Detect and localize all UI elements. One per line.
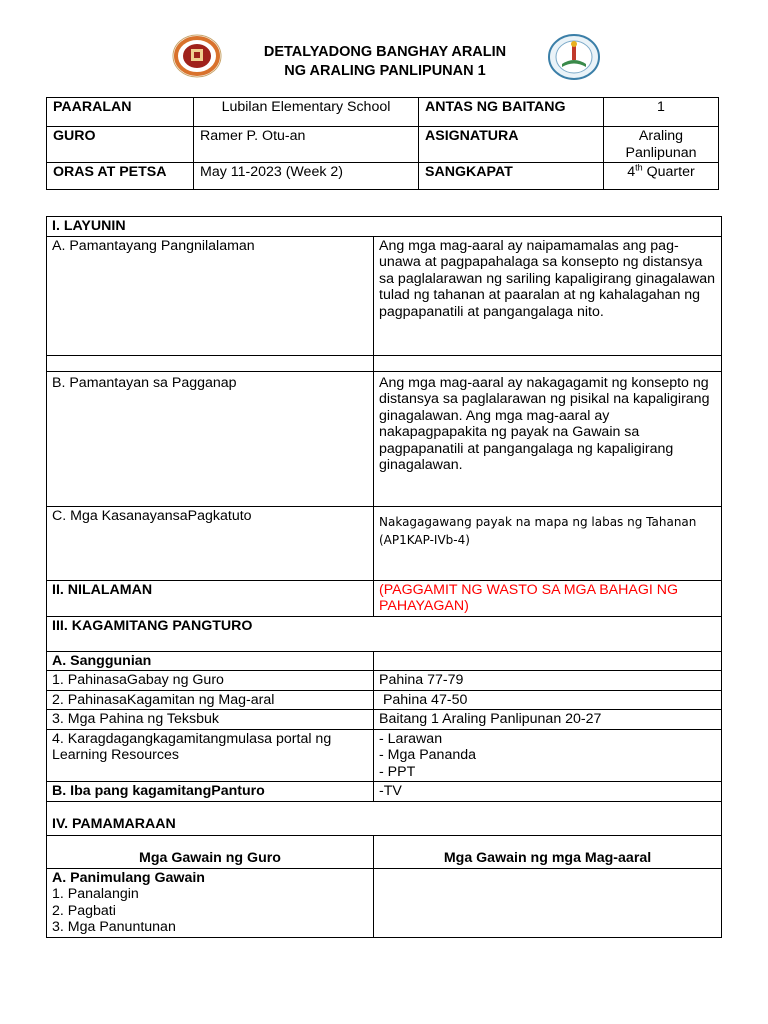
kasanayan-text	[374, 506, 722, 580]
sangkapat-rest: Quarter	[642, 164, 695, 180]
panimulang-gawain-cell	[47, 868, 374, 937]
step-item: 1. Panalangin	[52, 886, 139, 902]
sangkapat-value	[604, 163, 719, 190]
kagamitan-heading: III. KAGAMITANG PANGTURO	[47, 616, 722, 651]
sangkapat-suffix: th	[635, 162, 643, 173]
oras-label: ORAS AT PETSA	[47, 163, 194, 190]
layunin-heading: I. LAYUNIN	[47, 217, 722, 237]
nilalaman-heading: II. NILALAMAN	[47, 580, 374, 616]
school-seal-icon	[172, 34, 222, 78]
asignatura-value-line2: Panlipunan	[625, 144, 697, 161]
pamantayan-sa-pagganap-label: B. Pamantayan sa Pagganap	[47, 371, 374, 506]
blank-cell	[374, 651, 722, 671]
ref3-label: 3. Mga Pahina ng Teksbuk	[47, 710, 374, 730]
guro-label: GURO	[47, 127, 194, 163]
ref4-label: 4. Karagdagangkagamitangmulasa portal ng Learning Resources	[47, 729, 374, 782]
ref4-value	[374, 729, 722, 782]
lesson-plan-table	[46, 216, 722, 938]
document-header	[0, 0, 768, 92]
asignatura-label: ASIGNATURA	[419, 127, 604, 163]
iba-value: -TV	[374, 782, 722, 802]
iba-label: B. Iba pang kagamitangPanturo	[47, 782, 374, 802]
ref1-label: 1. PahinasaGabay ng Guro	[47, 671, 374, 691]
sangkapat-label: SANGKAPAT	[419, 163, 604, 190]
deped-seal-icon	[548, 34, 600, 80]
paaralan-label: PAARALAN	[47, 98, 194, 127]
blank-cell	[47, 355, 374, 371]
sanggunian-heading: A. Sanggunian	[47, 651, 374, 671]
guro-value: Ramer P. Otu-an	[194, 127, 419, 163]
asignatura-value-line1: Araling	[638, 128, 684, 144]
ref3-value: Baitang 1 Araling Panlipunan 20-27	[374, 710, 722, 730]
paaralan-value: Lubilan Elementary School	[194, 98, 419, 127]
kasanayan-text-line1: Nakagagawang payak na mapa ng labas ng Tahanan	[379, 514, 697, 529]
pamantayang-pangnilalaman-label: A. Pamantayang Pangnilalaman	[47, 236, 374, 355]
step-item: 3. Mga Panuntunan	[52, 919, 176, 935]
ref2-label: 2. PahinasaKagamitan ng Mag-aral	[47, 690, 374, 710]
nilalaman-value: (PAGGAMIT NG WASTO SA MGA BAHAGI NG PAHAYAGAN)	[374, 580, 722, 616]
pamamaraan-heading: IV. PAMAMARAAN	[47, 801, 722, 835]
blank-cell	[374, 868, 722, 937]
oras-value: May 11-2023 (Week 2)	[194, 163, 419, 190]
column-header-mag-aaral: Mga Gawain ng mga Mag-aaral	[374, 835, 722, 868]
column-header-guro: Mga Gawain ng Guro	[47, 835, 374, 868]
info-table	[46, 97, 719, 190]
step-item: 2. Pagbati	[52, 902, 116, 919]
document-title-line1: DETALYADONG BANGHAY ARALIN	[263, 44, 507, 60]
ref4-item: - PPT	[379, 763, 416, 780]
panimulang-gawain-heading: A. Panimulang Gawain	[52, 869, 205, 886]
pamantayan-sa-pagganap-text: Ang mga mag-aaral ay nakagagamit ng konsepto ng distansya sa paglalarawan ng pisikal na kapaligirang ginagalawan. Ang mga mag-aaral ay nakapagpapakita ng payak na Gawain sa pagpapanatili at pangangalaga ng kapaligirang ginagalawan.	[374, 371, 722, 506]
pamantayang-pangnilalaman-text: Ang mga mag-aaral ay naipamamalas ang pag-unawa at pagpapahalaga sa konsepto ng distansya sa paglalarawan ng sariling kapaligirang ginagalawan tulad ng tahanan at paaralan at ng kahalagahan ng pagpapanatili at pangangalaga nito.	[374, 236, 722, 355]
blank-cell	[374, 355, 722, 371]
antas-label: ANTAS NG BAITANG	[419, 98, 604, 127]
antas-value: 1	[604, 98, 719, 127]
asignatura-value	[604, 127, 719, 163]
document-title-line2: NG ARALING PANLIPUNAN 1	[284, 63, 486, 79]
ref4-item: - Mga Pananda	[379, 747, 477, 763]
kasanayan-code: (AP1KAP-IVb-4)	[379, 532, 470, 547]
kasanayan-label: C. Mga KasanayansaPagkatuto	[47, 506, 374, 580]
ref1-value: Pahina 77-79	[374, 671, 722, 691]
ref2-value: Pahina 47-50	[374, 690, 722, 710]
ref4-item: - Larawan	[379, 730, 443, 747]
sangkapat-number: 4	[627, 164, 636, 180]
